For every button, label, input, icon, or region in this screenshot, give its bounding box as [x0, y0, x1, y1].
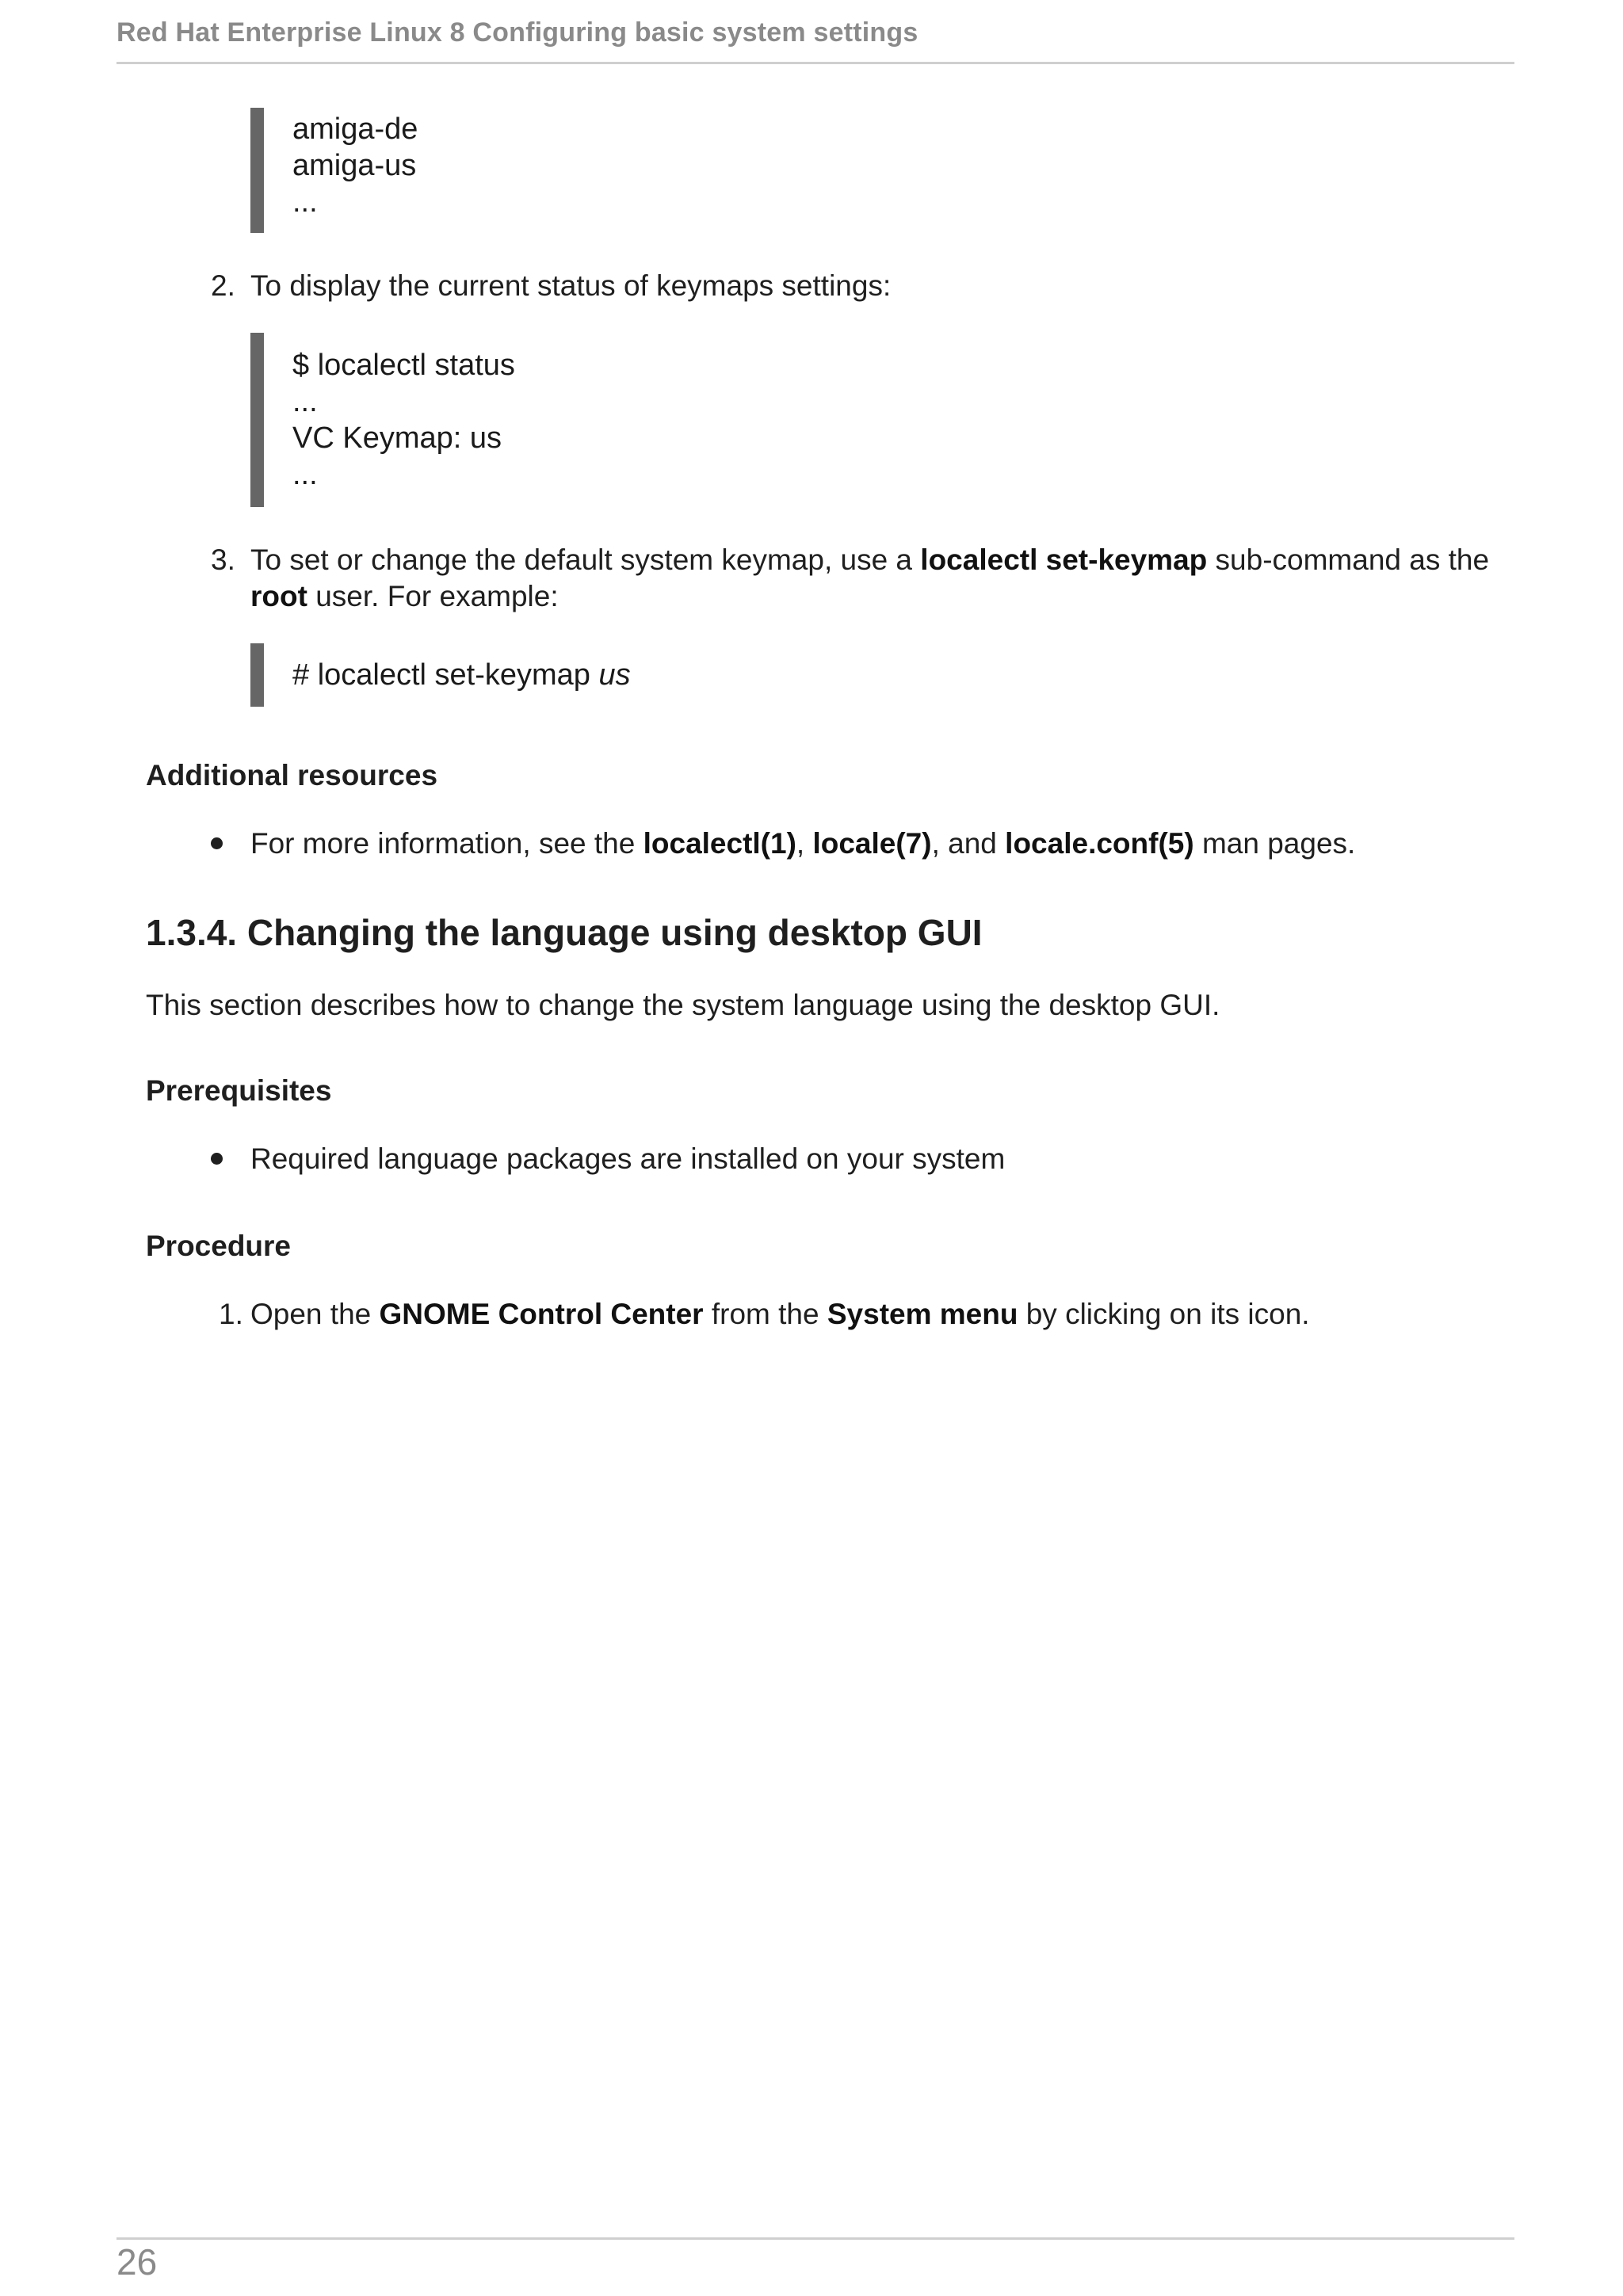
step-text: To display the current status of keymaps settings:: [250, 269, 892, 302]
user-name: root: [250, 580, 307, 612]
procedure-heading: Procedure: [146, 1230, 292, 1262]
step-text: To set or change the default system keymap, use a localectl set-keymap sub-command as the root user. For example:: [250, 543, 1490, 612]
code-line: $ localectl status: [292, 349, 515, 382]
section-title: 1.3.4. Changing the language using desktop GUI: [146, 912, 983, 953]
code-block-localectl-status: [250, 333, 515, 507]
command-name: localectl set-keymap: [920, 543, 1208, 576]
code-block-keymap-list: [250, 108, 418, 233]
code-line: ...: [292, 385, 318, 418]
app-name: GNOME Control Center: [379, 1298, 704, 1330]
menu-name: System menu: [827, 1298, 1018, 1330]
code-block-set-keymap: [250, 643, 631, 707]
code-line: amiga-us: [292, 149, 417, 182]
bullet-text: For more information, see the localectl(1), locale(7), and locale.conf(5) man pages.: [250, 827, 1356, 860]
bullet-icon: [211, 837, 223, 849]
header-divider: [116, 62, 1514, 64]
step-number: 1.: [219, 1298, 243, 1330]
man-page-ref: locale(7): [812, 827, 932, 860]
step-number: 3.: [211, 543, 235, 576]
procedure-step-3: [211, 542, 1495, 615]
section-intro: This section describes how to change the system language using the desktop GUI.: [146, 989, 1220, 1021]
bullet-text: Required language packages are installed on your system: [250, 1142, 1006, 1175]
procedure-step-1: [211, 1296, 1495, 1333]
procedure-step-2: [211, 268, 1495, 304]
additional-resources-item: [211, 826, 1495, 862]
prerequisites-heading: Prerequisites: [146, 1074, 332, 1107]
prerequisites-item: [211, 1141, 1495, 1177]
code-line: VC Keymap: us: [292, 421, 502, 455]
footer-divider: [116, 2237, 1514, 2240]
page-header-title: Red Hat Enterprise Linux 8 Configuring basic system settings: [116, 17, 918, 48]
step-text: Open the GNOME Control Center from the System menu by clicking on its icon.: [250, 1298, 1310, 1330]
additional-resources-heading: Additional resources: [146, 759, 438, 791]
code-line: amiga-de: [292, 113, 418, 146]
code-line: # localectl set-keymap us: [292, 658, 631, 692]
replaceable-argument: us: [598, 658, 631, 692]
man-page-ref: locale.conf(5): [1005, 827, 1194, 860]
man-page-ref: localectl(1): [643, 827, 796, 860]
page-number: 26: [116, 2241, 158, 2283]
step-number: 2.: [211, 269, 235, 302]
code-line: ...: [292, 185, 318, 219]
bullet-icon: [211, 1153, 223, 1165]
code-line: ...: [292, 458, 318, 491]
